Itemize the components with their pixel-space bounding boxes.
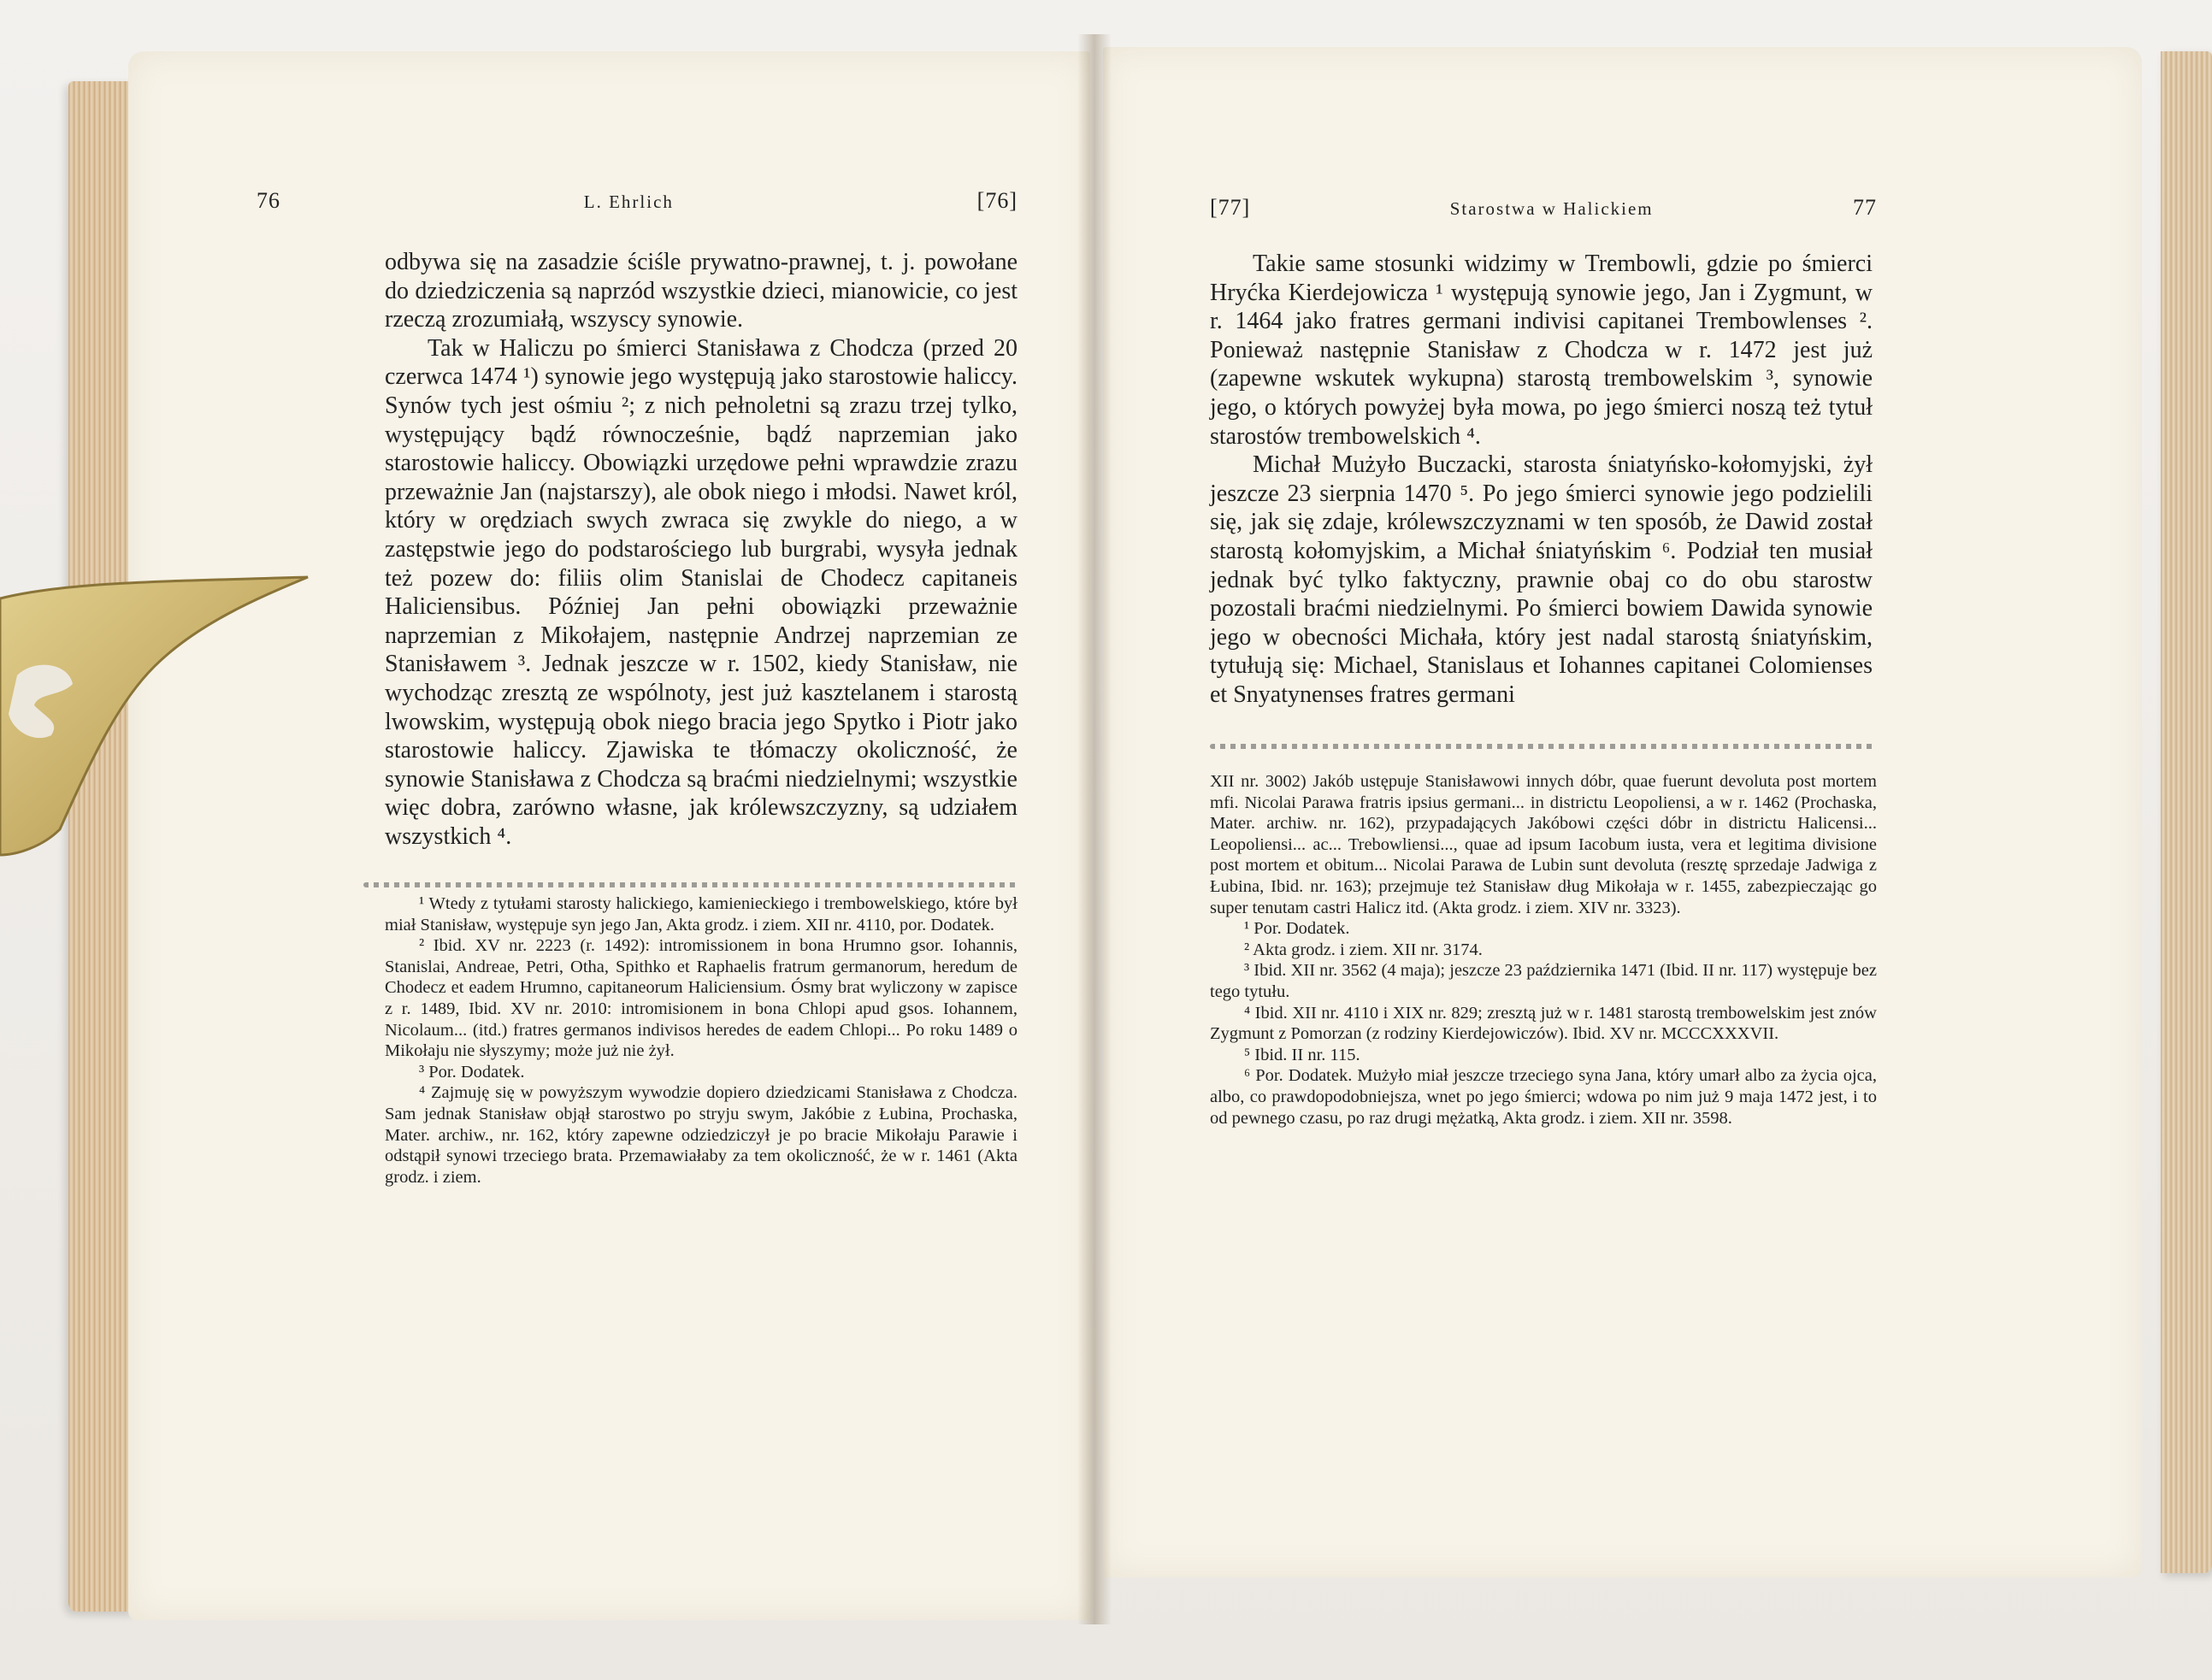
right-paragraph-1: Takie same stosunki widzimy w Trembowli, gdzie po śmierci Hryćka Kierdejowicza ¹ występują synowie jego, Jan i Zygmunt, w r. 1464 jako fratres germani indivisi capitanei Trembowlenses ². Ponieważ następnie Stanisław z Chodcza w r. 1472 jest już (zapewne wskutek wykupna) starostą trembowelskim ³, synowie jego, o których powyżej była mowa, po jego śmierci noszą też tytuł starostów trembowelskich ⁴. [1210, 251, 1873, 450]
right-footnote-6: ⁶ Por. Dodatek. Mużyło miał jeszcze trzeciego syna Jana, który umarł albo za życia ojca, albo, co prawdopodobniejsza, wnet po jego śmierci; wdowa po nim już 9 maja 1472 jest, i to od pewnego czasu, po raz drugi mężatką, Akta grodz. i ziem. XII nr. 3598. [1210, 1066, 1877, 1128]
right-footnote-5: ⁵ Ibid. II nr. 115. [1244, 1045, 1360, 1064]
left-footnote-1: ¹ Wtedy z tytułami starosty halickiego, kamienieckiego i trembowelskiego, które był miał Stanisław, występuje syn jego Jan, Akta grodz. i ziem. XII nr. 4110, por. Dodatek. [385, 894, 1018, 934]
right-title: Starostwa w Halickiem [1449, 198, 1654, 219]
right-footnote-2: ² Akta grodz. i ziem. XII nr. 3174. [1244, 940, 1483, 959]
left-body-text [385, 248, 1018, 851]
right-footnote-3: ³ Ibid. XII nr. 3562 (4 maja); jeszcze 23 października 1471 (Ibid. II nr. 117) występuje bez tego tytułu. [1210, 961, 1877, 1001]
right-footnote-4: ⁴ Ibid. XII nr. 4110 i XIX nr. 829; zresztą już w r. 1481 starostą trembowelskim jest znów Zygmunt z Pomorzan (z rodziny Kierdejowiczów). Ibid. XV nr. MCCCXXXVII. [1210, 1003, 1877, 1044]
left-footnotes [385, 893, 1018, 1188]
brass-bookmark-icon [0, 547, 316, 872]
right-bracket-number: [77] [1210, 195, 1251, 220]
right-footnote-rule [1210, 744, 1877, 749]
left-author: L. Ehrlich [583, 192, 674, 212]
book-page-edges-right [2161, 51, 2212, 1573]
right-running-head [1210, 195, 1877, 221]
left-page-number: 76 [257, 188, 280, 213]
left-footnote-rule [363, 882, 1018, 887]
left-running-head [257, 188, 1018, 214]
left-footnote-4: ⁴ Zajmuję się w powyższym wywodzie dopiero dziedzicami Stanisława z Chodcza. Sam jednak Stanisław objął starostwo po stryju swym, Jakóbie z Łubina, Prochaska, Mater. archiw., nr. 162, który zapewne odziedziczył je po bracie Mikołaju Parawie i odstąpił synowi trzeciego brata. Przemawiałaby za tem okoliczność, że w r. 1461 (Akta grodz. i ziem. [385, 1083, 1018, 1187]
left-paragraph-2: Tak w Haliczu po śmierci Stanisława z Chodcza (przed 20 czerwca 1474 ¹) synowie jego występują jako starostowie haliccy. Synów tych jest ośmiu ²; z nich pełnoletni są zrazu trzej tylko, występujący bądź równocześnie, bądź naprzemian jako starostowie haliccy. Obowiązki urzędowe pełni wprawdzie zrazu przeważnie Jan (najstarszy), ale obok niego i młodsi. Nawet król, który w orędziach swych zwraca się zwykle do niego, a w zastępstwie jego do podstarościego lub burgrabi, wysyła jednak też pozew do: filiis olim Stanislai de Chodecz capitaneis Haliciensibus. Później Jan pełni obowiązki przeważnie naprzemian z Mikołajem, następnie Andrzej naprzemian ze Stanisławem ³. Jednak jeszcze w r. 1502, kiedy Stanisław, nie wychodząc zresztą ze wspólnoty, jest już kasztelanem i starostą lwowskim, występują obok niego bracia jego Spytko i Piotr jako starostowie haliccy. Zjawiska te tłómaczy okoliczność, że synowie Stanisława z Chodcza są braćmi niedzielnymi; wszystkie więc dobra, zarówno własne, jak królewszczyzny, są udziałem wszystkich ⁴. [385, 334, 1018, 850]
right-body-text [1210, 250, 1873, 710]
right-footnote-continuation: XII nr. 3002) Jakób ustępuje Stanisławowi innych dóbr, quae fuerunt devoluta post mortem mfi. Nicolai Parawa fratris ipsius germani... in districtu Leopoliensi, a w r. 1462 (Prochaska, Mater. archiw. nr. 162), przypadających Jakóbowi części dóbr in districtu Halicensi... Leopoliensi... ac... Trebowliensi..., quae ad ipsum Iacobum iusta, vera et legitima divisione post mortem et obitum... Nicolai Parawa de Lubin sunt devoluta (resztę sprzedaje Jadwiga z Łubina, Ibid. nr. 163); przejmuje też Stanisław dług Mikołaja w r. 1455, zabezpieczając go super tenutam castri Halicz itd. (Akta grodz. i ziem. XIV nr. 3323). [1210, 772, 1877, 917]
right-footnote-1: ¹ Por. Dodatek. [1244, 919, 1350, 939]
left-paragraph-1: odbywa się na zasadzie ściśle prywatno-prawnej, t. j. powołane do dziedziczenia są naprzód wszystkie dzieci, mianowicie, co jest rzeczą zrozumiałą, wszyscy synowie. [385, 249, 1018, 333]
left-footnote-3: ³ Por. Dodatek. [419, 1062, 525, 1082]
left-footnote-2: ² Ibid. XV nr. 2223 (r. 1492): intromissionem in bona Hrumno gsor. Iohannis, Stanislai, Andreae, Petri, Otha, Spithko et Raphaelis fratrum germanorum, heredum de Chodecz et eadem Hrumno, capitaneorum Haliciensium. Ósmy brat wyliczony w zapisce z r. 1489, Ibid. XV nr. 2010: intromisionem in bona Chlopi apud gsos. Iohannem, Nicolaum... (itd.) fratres germanos indivisos heredes de eadem Chlopi... Po roku 1489 o Mikołaju nie słyszymy; może już nie żył. [385, 936, 1018, 1061]
right-paragraph-2: Michał Mużyło Buczacki, starosta śniatyńsko-kołomyjski, żył jeszcze 23 sierpnia 1470 ⁵. Po jego śmierci synowie jego podzielili się, jak się zdaje, królewszczyznami w ten sposób, że Dawid został starostą kołomyjskim, a Michał śniatyńskim ⁶. Podział ten musiał jednak być tylko faktyczny, prawnie obaj co do obu starostw pozostali braćmi niedzielnymi. Po śmierci bowiem Dawida synowie jego w obecności Michała, który jest nadal starostą śniatyńskim, tytułują się: Michael, Stanislaus et Iohannes capitanei Colomienses et Snyatynenses fratres germani [1210, 451, 1873, 708]
left-bracket-number: [76] [976, 188, 1018, 213]
book-gutter [1077, 34, 1112, 1624]
right-footnotes [1210, 771, 1877, 1129]
right-page-number: 77 [1853, 195, 1877, 220]
